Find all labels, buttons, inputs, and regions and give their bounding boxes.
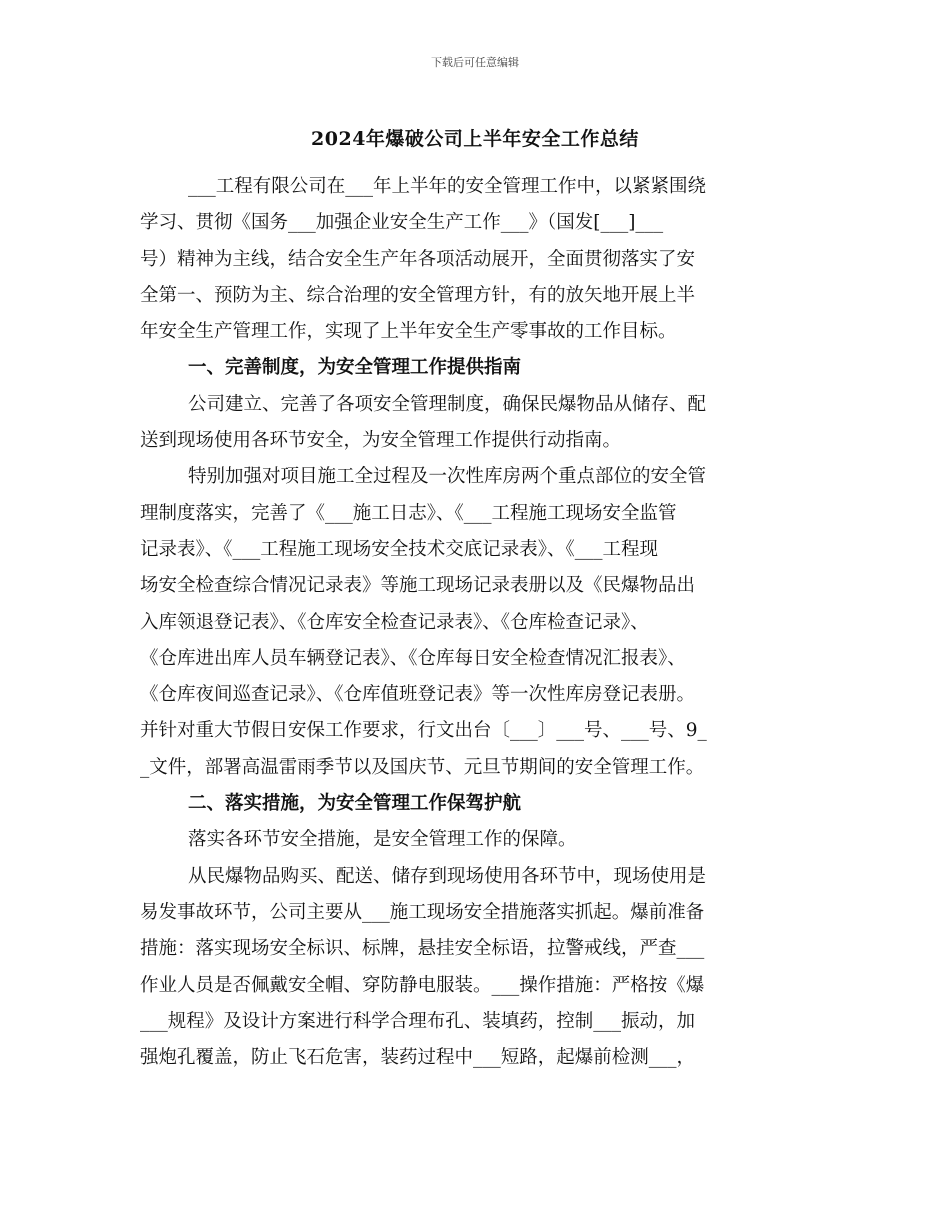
text-line: 易发事故环节，公司主要从___施工现场安全措施落实抓起。爆前准备	[140, 901, 705, 923]
text-line: 《仓库夜间巡查记录》、《仓库值班登记表》等一次性库房登记表册。	[140, 684, 696, 706]
text-line: 《仓库进出库人员车辆登记表》、《仓库每日安全检查情况汇报表》、	[140, 647, 686, 669]
text-line: _文件，部署高温雷雨季节以及国庆节、元旦节期间的安全管理工作。	[140, 756, 705, 778]
text-line: 作业人员是否佩戴安全帽、穿防静电服装。___操作措施：严格按《爆	[140, 974, 705, 996]
text-line: 从民爆物品购买、配送、储存到现场使用各环节中，现场使用是	[188, 865, 707, 887]
text-line: 措施：落实现场安全标识、标牌，悬挂安全标语，拉警戒线，严查___	[140, 938, 705, 960]
text-line: 记录表》、《___工程施工现场安全技术交底记录表》、《___工程现	[140, 538, 659, 560]
text-line: 特别加强对项目施工全过程及一次性库房两个重点部位的安全管	[188, 466, 707, 488]
text-line: ___规程》及设计方案进行科学合理布孔、装填药，控制___振动，加	[140, 1010, 696, 1032]
section-heading: 二、落实措施，为安全管理工作保驾护航	[188, 793, 522, 815]
text-line: 号）精神为主线，结合安全生产年各项活动展开，全面贯彻落实了安	[140, 248, 696, 270]
document-title: 2024年爆破公司上半年安全工作总结	[311, 128, 639, 150]
text-line: 学习、贯彻《国务___加强企业安全生产工作___》（国发[___]___	[140, 212, 664, 234]
text-line: 场安全检查综合情况记录表》等施工现场记录表册以及《民爆物品出	[140, 575, 696, 597]
text-line: 年安全生产管理工作，实现了上半年安全生产零事故的工作目标。	[140, 321, 677, 343]
header-note: 下载后可任意编辑	[431, 56, 519, 69]
section-heading: 一、完善制度，为安全管理工作提供指南	[188, 357, 522, 379]
text-line: 公司建立、完善了各项安全管理制度，确保民爆物品从储存、配	[188, 393, 707, 415]
text-line: 落实各环节安全措施，是安全管理工作的保障。	[188, 829, 577, 851]
text-line: ___工程有限公司在___年上半年的安全管理工作中，以紧紧围绕	[188, 176, 707, 197]
text-line: 理制度落实，完善了《___施工日志》、《___工程施工现场安全监管	[140, 502, 677, 524]
text-line: 全第一、预防为主、综合治理的安全管理方针，有的放矢地开展上半	[140, 284, 696, 306]
document-body	[140, 169, 812, 1076]
text-line: 送到现场使用各环节安全，为安全管理工作提供行动指南。	[140, 430, 622, 452]
text-line: 入库领退登记表》、《仓库安全检查记录表》、《仓库检查记录》、	[140, 611, 649, 633]
text-line: 强炮孔覆盖，防止飞石危害，装药过程中___短路，起爆前检测___，	[140, 1047, 696, 1069]
text-line: 并针对重大节假日安保工作要求，行文出台〔___〕___号、___号、9_	[140, 720, 707, 742]
